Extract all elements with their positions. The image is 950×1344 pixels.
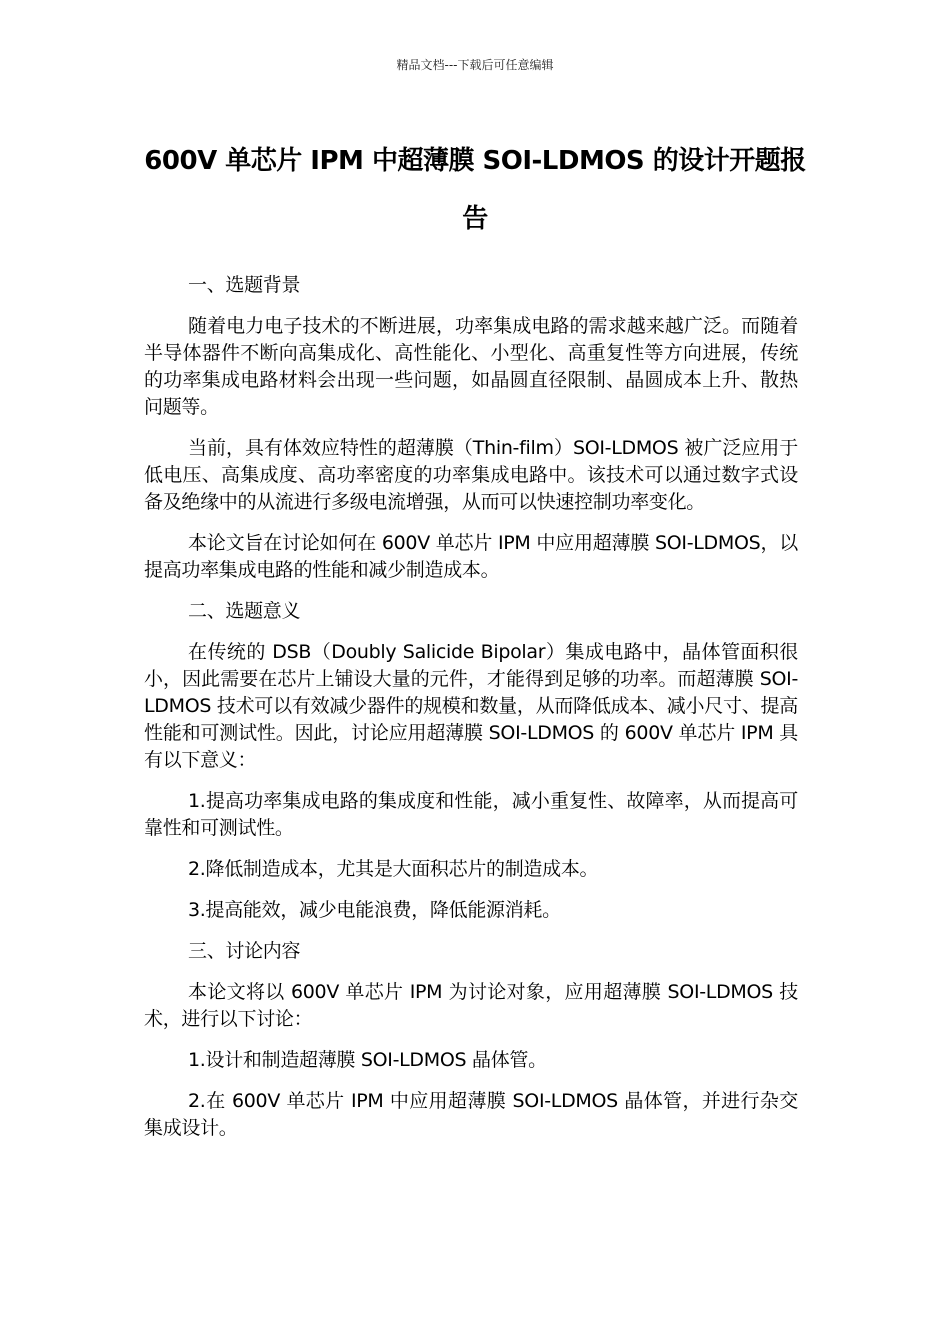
paragraph: 本论文将以 600V 单芯片 IPM 为讨论对象，应用超薄膜 SOI-LDMOS 技术，进行以下讨论： — [144, 981, 798, 1030]
paragraph: 在传统的 DSB（Doubly Salicide Bipolar）集成电路中，晶体管面积很小，因此需要在芯片上铺设大量的元件，才能得到足够的功率。而超薄膜 SOI-LDMOS 技术可以有效减少器件的规模和数量，从而降低成本、减小尺寸、提高性能和可测试性。因此，讨论应用超薄膜 SOI-LDMOS 的 600V 单芯片 IPM 具有以下意义： — [144, 641, 798, 771]
paragraph: 当前，具有体效应特性的超薄膜（Thin-film）SOI-LDMOS 被广泛应用于低电压、高集成度、高功率密度的功率集成电路中。该技术可以通过数字式设备及绝缘中的从流进行多级电流增强，从而可以快速控制功率变化。 — [144, 437, 798, 513]
list-item: 2.在 600V 单芯片 IPM 中应用超薄膜 SOI-LDMOS 晶体管，并进行杂交集成设计。 — [144, 1090, 798, 1139]
document-title: 600V 单芯片 IPM 中超薄膜 SOI-LDMOS 的设计开题报告 — [144, 146, 806, 234]
list-item: 1.提高功率集成电路的集成度和性能，减小重复性、故障率，从而提高可靠性和可测试性。 — [144, 790, 798, 839]
header-note: 精品文档---下载后可任意编辑 — [396, 58, 554, 72]
section-heading-content: 三、讨论内容 — [188, 940, 301, 962]
section-heading-significance: 二、选题意义 — [188, 600, 301, 622]
section-heading-background: 一、选题背景 — [188, 274, 301, 296]
paragraph: 本论文旨在讨论如何在 600V 单芯片 IPM 中应用超薄膜 SOI-LDMOS，以提高功率集成电路的性能和减少制造成本。 — [144, 532, 798, 581]
list-item: 1.设计和制造超薄膜 SOI-LDMOS 晶体管。 — [188, 1049, 547, 1071]
document-body — [144, 272, 798, 1156]
paragraph: 随着电力电子技术的不断进展，功率集成电路的需求越来越广泛。而随着半导体器件不断向高集成化、高性能化、小型化、高重复性等方向进展，传统的功率集成电路材料会出现一些问题，如晶圆直径限制、晶圆成本上升、散热问题等。 — [144, 315, 798, 418]
list-item: 2.降低制造成本，尤其是大面积芯片的制造成本。 — [188, 858, 599, 880]
list-item: 3.提高能效，减少电能浪费，降低能源消耗。 — [188, 899, 561, 921]
